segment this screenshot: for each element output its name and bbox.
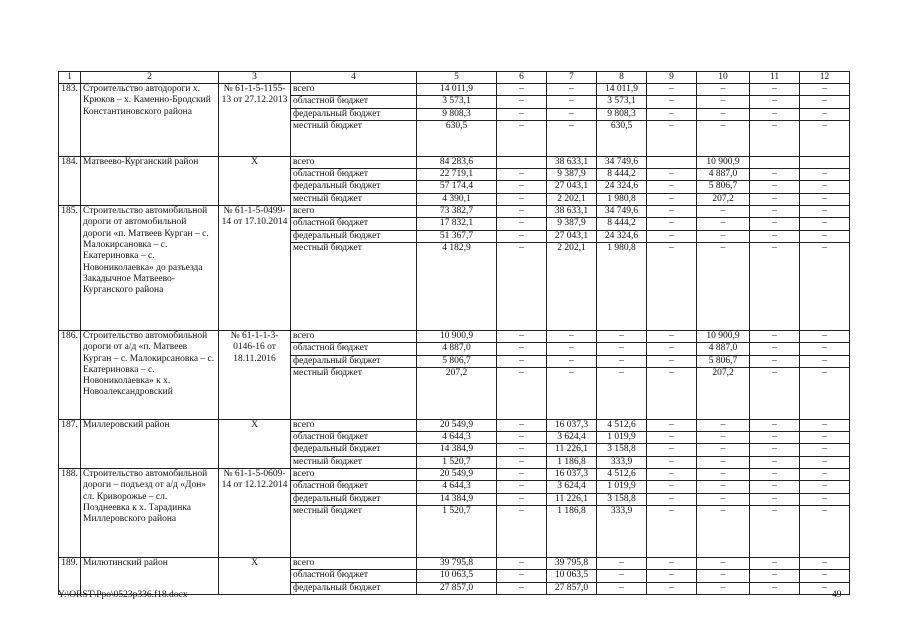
amount-cell: –	[800, 108, 850, 120]
amount-cell: –	[647, 456, 697, 468]
amount-cell: –	[647, 181, 697, 193]
amount-cell: –	[800, 193, 850, 205]
amount-cell: –	[697, 469, 750, 481]
amount-cell: 20 549,9	[417, 419, 497, 431]
amount-cell: –	[697, 96, 750, 108]
amount-cell: –	[750, 444, 800, 456]
funding-source: местный бюджет	[291, 505, 417, 557]
amount-cell: 333,9	[597, 505, 647, 557]
amount-cell: –	[750, 218, 800, 230]
amount-cell: 14 384,9	[417, 444, 497, 456]
funding-source: областной бюджет	[291, 570, 417, 582]
amount-cell: –	[497, 108, 547, 120]
amount-cell: –	[497, 242, 547, 330]
amount-cell: –	[800, 330, 850, 342]
amount-cell: 10 900,9	[697, 156, 750, 168]
amount-cell: –	[497, 367, 547, 419]
amount-cell: –	[497, 96, 547, 108]
amount-cell: 51 367,7	[417, 230, 497, 242]
amount-cell: –	[497, 419, 547, 431]
funding-source: федеральный бюджет	[291, 493, 417, 505]
amount-cell: –	[497, 493, 547, 505]
amount-cell: –	[800, 84, 850, 96]
amount-cell: 1 520,7	[417, 505, 497, 557]
column-number: 3	[219, 72, 291, 84]
amount-cell: 3 573,1	[597, 96, 647, 108]
amount-cell	[647, 156, 697, 168]
amount-cell: –	[750, 481, 800, 493]
amount-cell: –	[647, 108, 697, 120]
amount-cell: –	[647, 444, 697, 456]
amount-cell: –	[547, 330, 597, 342]
amount-cell: –	[647, 493, 697, 505]
amount-cell: –	[750, 570, 800, 582]
funding-source: федеральный бюджет	[291, 108, 417, 120]
funding-source: всего	[291, 419, 417, 431]
object-name: Строительство автодороги х. Крюков – х. Каменно-Бродский Константиновского района	[81, 84, 219, 157]
amount-cell: –	[547, 84, 597, 96]
budget-table-sheet	[58, 71, 849, 595]
amount-cell: –	[497, 505, 547, 557]
object-name: Строительство автомобильной дороги от а/д «п. Матвеев Курган – с. Малокирсановка – с. Екатериновка – с. Новониколаевка» к х. Новоалександровский	[81, 330, 219, 419]
amount-cell: 27 857,0	[547, 582, 597, 594]
amount-cell: –	[597, 367, 647, 419]
amount-cell: 27 043,1	[547, 230, 597, 242]
amount-cell: –	[750, 193, 800, 205]
amount-cell: –	[800, 557, 850, 569]
amount-cell: 17 832,1	[417, 218, 497, 230]
amount-cell: –	[647, 330, 697, 342]
amount-cell: –	[497, 570, 547, 582]
table-row	[59, 156, 850, 168]
amount-cell: –	[497, 582, 547, 594]
funding-source: федеральный бюджет	[291, 444, 417, 456]
amount-cell: –	[800, 505, 850, 557]
amount-cell: 1 980,8	[597, 193, 647, 205]
row-number: 183.	[59, 84, 81, 157]
funding-source: областной бюджет	[291, 481, 417, 493]
amount-cell: –	[750, 432, 800, 444]
amount-cell: –	[647, 469, 697, 481]
funding-source: всего	[291, 84, 417, 96]
funding-source: всего	[291, 557, 417, 569]
amount-cell: –	[800, 218, 850, 230]
amount-cell: 5 806,7	[697, 355, 750, 367]
column-number: 7	[547, 72, 597, 84]
amount-cell: –	[547, 108, 597, 120]
funding-source: областной бюджет	[291, 218, 417, 230]
table-row	[59, 206, 850, 218]
amount-cell: 34 749,6	[597, 156, 647, 168]
funding-source: местный бюджет	[291, 242, 417, 330]
amount-cell: –	[697, 557, 750, 569]
amount-cell: –	[497, 206, 547, 218]
column-number: 5	[417, 72, 497, 84]
amount-cell: –	[547, 96, 597, 108]
amount-cell: –	[800, 120, 850, 156]
amount-cell: –	[800, 419, 850, 431]
amount-cell: 4 887,0	[697, 169, 750, 181]
amount-cell: 5 806,7	[417, 355, 497, 367]
amount-cell: 1 019,9	[597, 432, 647, 444]
amount-cell: –	[597, 343, 647, 355]
amount-cell: –	[697, 206, 750, 218]
amount-cell: –	[750, 120, 800, 156]
amount-cell: 38 633,1	[547, 206, 597, 218]
amount-cell: 39 795,8	[547, 557, 597, 569]
amount-cell: –	[750, 367, 800, 419]
amount-cell: –	[750, 206, 800, 218]
table-row	[59, 330, 850, 342]
amount-cell: –	[647, 84, 697, 96]
amount-cell: –	[800, 432, 850, 444]
amount-cell: 8 444,2	[597, 169, 647, 181]
amount-cell: –	[697, 444, 750, 456]
amount-cell: 9 808,3	[597, 108, 647, 120]
amount-cell: 3 624,4	[547, 432, 597, 444]
amount-cell: 2 202,1	[547, 242, 597, 330]
amount-cell: 14 011,9	[417, 84, 497, 96]
amount-cell: –	[497, 330, 547, 342]
amount-cell: –	[750, 582, 800, 594]
amount-cell: –	[647, 582, 697, 594]
column-number: 10	[697, 72, 750, 84]
object-name: Милютинский район	[81, 557, 219, 594]
table-row	[59, 84, 850, 96]
funding-source: областной бюджет	[291, 343, 417, 355]
amount-cell: –	[647, 432, 697, 444]
amount-cell: –	[497, 355, 547, 367]
amount-cell: 4 644,3	[417, 432, 497, 444]
amount-cell: –	[800, 481, 850, 493]
amount-cell: –	[750, 242, 800, 330]
amount-cell: 1 019,9	[597, 481, 647, 493]
amount-cell: 27 043,1	[547, 181, 597, 193]
amount-cell: –	[497, 120, 547, 156]
funding-source: областной бюджет	[291, 432, 417, 444]
document-reference: № 61-1-1-3-0146-16 от 18.11.2016	[219, 330, 291, 419]
amount-cell: –	[647, 557, 697, 569]
amount-cell: –	[800, 242, 850, 330]
table-row	[59, 557, 850, 569]
amount-cell: 24 324,6	[597, 181, 647, 193]
amount-cell: –	[647, 505, 697, 557]
amount-cell: –	[647, 218, 697, 230]
amount-cell: 10 900,9	[417, 330, 497, 342]
funding-source: всего	[291, 156, 417, 168]
amount-cell: –	[750, 230, 800, 242]
footer-file-path: Y:\ORST\Ppo\0523p336.f18.docx	[58, 590, 188, 600]
row-number: 184.	[59, 156, 81, 205]
amount-cell: 4 887,0	[417, 343, 497, 355]
amount-cell: 1 980,8	[597, 242, 647, 330]
amount-cell: 11 226,1	[547, 444, 597, 456]
amount-cell: –	[647, 193, 697, 205]
amount-cell: –	[750, 419, 800, 431]
amount-cell: 10 063,5	[547, 570, 597, 582]
amount-cell: 4 182,9	[417, 242, 497, 330]
document-reference: № 61-1-5-0609-14 от 12.12.2014	[219, 469, 291, 558]
amount-cell: 11 226,1	[547, 493, 597, 505]
amount-cell: –	[800, 355, 850, 367]
amount-cell: –	[750, 456, 800, 468]
object-name: Миллеровский район	[81, 419, 219, 468]
amount-cell: –	[647, 343, 697, 355]
object-name: Матвеево-Курганский район	[81, 156, 219, 205]
amount-cell: –	[647, 242, 697, 330]
amount-cell: –	[497, 84, 547, 96]
amount-cell: –	[750, 330, 800, 342]
amount-cell: –	[800, 469, 850, 481]
amount-cell: 16 037,3	[547, 469, 597, 481]
amount-cell	[800, 156, 850, 168]
amount-cell: 9 387,9	[547, 169, 597, 181]
funding-source: местный бюджет	[291, 193, 417, 205]
amount-cell: 630,5	[417, 120, 497, 156]
amount-cell: 207,2	[417, 367, 497, 419]
amount-cell: –	[647, 481, 697, 493]
funding-source: местный бюджет	[291, 120, 417, 156]
amount-cell: –	[697, 570, 750, 582]
amount-cell: –	[750, 96, 800, 108]
amount-cell: –	[547, 343, 597, 355]
amount-cell: –	[750, 343, 800, 355]
amount-cell: 4 390,1	[417, 193, 497, 205]
column-number: 4	[291, 72, 417, 84]
amount-cell: –	[547, 355, 597, 367]
amount-cell: –	[697, 419, 750, 431]
amount-cell: –	[800, 343, 850, 355]
amount-cell: –	[800, 169, 850, 181]
amount-cell: 207,2	[697, 367, 750, 419]
funding-source: областной бюджет	[291, 96, 417, 108]
amount-cell: 8 444,2	[597, 218, 647, 230]
amount-cell: 1 186,8	[547, 505, 597, 557]
amount-cell: 2 202,1	[547, 193, 597, 205]
amount-cell: 5 806,7	[697, 181, 750, 193]
amount-cell: 3 624,4	[547, 481, 597, 493]
amount-cell: –	[750, 84, 800, 96]
amount-cell: –	[647, 169, 697, 181]
funding-source: местный бюджет	[291, 367, 417, 419]
amount-cell: –	[647, 570, 697, 582]
amount-cell: –	[800, 444, 850, 456]
amount-cell: 22 719,1	[417, 169, 497, 181]
column-number: 9	[647, 72, 697, 84]
document-reference: Х	[219, 156, 291, 205]
funding-source: областной бюджет	[291, 169, 417, 181]
amount-cell: –	[697, 242, 750, 330]
funding-source: всего	[291, 330, 417, 342]
column-number: 2	[81, 72, 219, 84]
amount-cell: –	[647, 419, 697, 431]
amount-cell: –	[750, 108, 800, 120]
amount-cell: 34 749,6	[597, 206, 647, 218]
column-number-row	[59, 72, 850, 84]
amount-cell: 10 063,5	[417, 570, 497, 582]
amount-cell: –	[750, 493, 800, 505]
amount-cell: –	[697, 505, 750, 557]
amount-cell: –	[750, 181, 800, 193]
row-number: 188.	[59, 469, 81, 558]
amount-cell: –	[647, 367, 697, 419]
funding-source: всего	[291, 469, 417, 481]
document-reference: № 61-1-5-1155-13 от 27.12.2013	[219, 84, 291, 157]
amount-cell: –	[750, 505, 800, 557]
amount-cell: –	[647, 230, 697, 242]
amount-cell: –	[800, 181, 850, 193]
amount-cell: –	[800, 493, 850, 505]
amount-cell	[750, 156, 800, 168]
amount-cell: –	[647, 206, 697, 218]
amount-cell: –	[800, 367, 850, 419]
amount-cell: 10 900,9	[697, 330, 750, 342]
amount-cell: 333,9	[597, 456, 647, 468]
amount-cell: 3 158,8	[597, 493, 647, 505]
amount-cell: 4 644,3	[417, 481, 497, 493]
table-row	[59, 469, 850, 481]
row-number: 187.	[59, 419, 81, 468]
amount-cell: –	[497, 444, 547, 456]
budget-table	[58, 71, 850, 595]
amount-cell: 14 011,9	[597, 84, 647, 96]
amount-cell: –	[800, 456, 850, 468]
amount-cell: 1 186,8	[547, 456, 597, 468]
funding-source: всего	[291, 206, 417, 218]
document-reference: Х	[219, 419, 291, 468]
column-number: 12	[800, 72, 850, 84]
amount-cell: 38 633,1	[547, 156, 597, 168]
amount-cell	[497, 156, 547, 168]
amount-cell: 57 174,4	[417, 181, 497, 193]
object-name: Строительство автомобильной дороги – подъезд от а/д «Дон» сл. Криворожье – сл. Позднеевка к х. Тарадинка Миллеровского района	[81, 469, 219, 558]
amount-cell: 39 795,8	[417, 557, 497, 569]
amount-cell: –	[497, 481, 547, 493]
amount-cell: –	[547, 367, 597, 419]
amount-cell: 24 324,6	[597, 230, 647, 242]
amount-cell: –	[800, 570, 850, 582]
amount-cell: –	[497, 557, 547, 569]
amount-cell: –	[697, 230, 750, 242]
amount-cell: –	[497, 218, 547, 230]
amount-cell: –	[697, 582, 750, 594]
amount-cell: –	[697, 432, 750, 444]
amount-cell: –	[497, 193, 547, 205]
amount-cell: –	[800, 230, 850, 242]
amount-cell: –	[497, 169, 547, 181]
document-reference: № 61-1-5-0499-14 от 17.10.2014	[219, 206, 291, 331]
amount-cell: 3 158,8	[597, 444, 647, 456]
amount-cell: –	[800, 206, 850, 218]
amount-cell: –	[800, 96, 850, 108]
amount-cell: –	[750, 469, 800, 481]
amount-cell: 73 382,7	[417, 206, 497, 218]
funding-source: федеральный бюджет	[291, 230, 417, 242]
column-number: 8	[597, 72, 647, 84]
amount-cell: 1 520,7	[417, 456, 497, 468]
amount-cell: 84 283,6	[417, 156, 497, 168]
amount-cell: –	[697, 108, 750, 120]
amount-cell: 27 857,0	[417, 582, 497, 594]
amount-cell: 16 037,3	[547, 419, 597, 431]
object-name: Строительство автомобильной дороги от автомобильной дороги «п. Матвеев Курган – с. Малокирсановка – с. Екатериновка – с. Новониколаевка» до разъезда Закадычное Матвеево-Курганского района	[81, 206, 219, 331]
amount-cell: –	[497, 343, 547, 355]
column-number: 11	[750, 72, 800, 84]
amount-cell: –	[750, 557, 800, 569]
amount-cell: –	[597, 570, 647, 582]
amount-cell: –	[800, 582, 850, 594]
amount-cell: –	[647, 355, 697, 367]
amount-cell: –	[497, 456, 547, 468]
amount-cell: –	[497, 181, 547, 193]
amount-cell: 630,5	[597, 120, 647, 156]
amount-cell: 4 887,0	[697, 343, 750, 355]
row-number: 186.	[59, 330, 81, 419]
row-number: 185.	[59, 206, 81, 331]
amount-cell: –	[497, 230, 547, 242]
column-number: 1	[59, 72, 81, 84]
amount-cell: –	[697, 493, 750, 505]
amount-cell: –	[697, 120, 750, 156]
page-number: 49	[832, 590, 842, 600]
amount-cell: 9 387,9	[547, 218, 597, 230]
table-body	[59, 72, 850, 595]
amount-cell: 9 808,3	[417, 108, 497, 120]
amount-cell: –	[597, 557, 647, 569]
amount-cell: –	[597, 330, 647, 342]
amount-cell: –	[597, 355, 647, 367]
table-row	[59, 419, 850, 431]
funding-source: федеральный бюджет	[291, 582, 417, 594]
funding-source: федеральный бюджет	[291, 181, 417, 193]
amount-cell: –	[750, 169, 800, 181]
amount-cell: –	[497, 432, 547, 444]
amount-cell: –	[647, 120, 697, 156]
amount-cell: –	[647, 96, 697, 108]
amount-cell: –	[547, 120, 597, 156]
funding-source: федеральный бюджет	[291, 355, 417, 367]
amount-cell: –	[697, 84, 750, 96]
amount-cell: –	[497, 469, 547, 481]
column-number: 6	[497, 72, 547, 84]
amount-cell: 20 549,9	[417, 469, 497, 481]
amount-cell: 14 384,9	[417, 493, 497, 505]
amount-cell: –	[697, 218, 750, 230]
amount-cell: –	[750, 355, 800, 367]
amount-cell: –	[697, 481, 750, 493]
document-reference: Х	[219, 557, 291, 594]
amount-cell: –	[697, 456, 750, 468]
amount-cell: 207,2	[697, 193, 750, 205]
amount-cell: –	[597, 582, 647, 594]
amount-cell: 3 573,1	[417, 96, 497, 108]
row-number: 189.	[59, 557, 81, 594]
funding-source: местный бюджет	[291, 456, 417, 468]
amount-cell: 4 512,6	[597, 469, 647, 481]
amount-cell: 4 512,6	[597, 419, 647, 431]
